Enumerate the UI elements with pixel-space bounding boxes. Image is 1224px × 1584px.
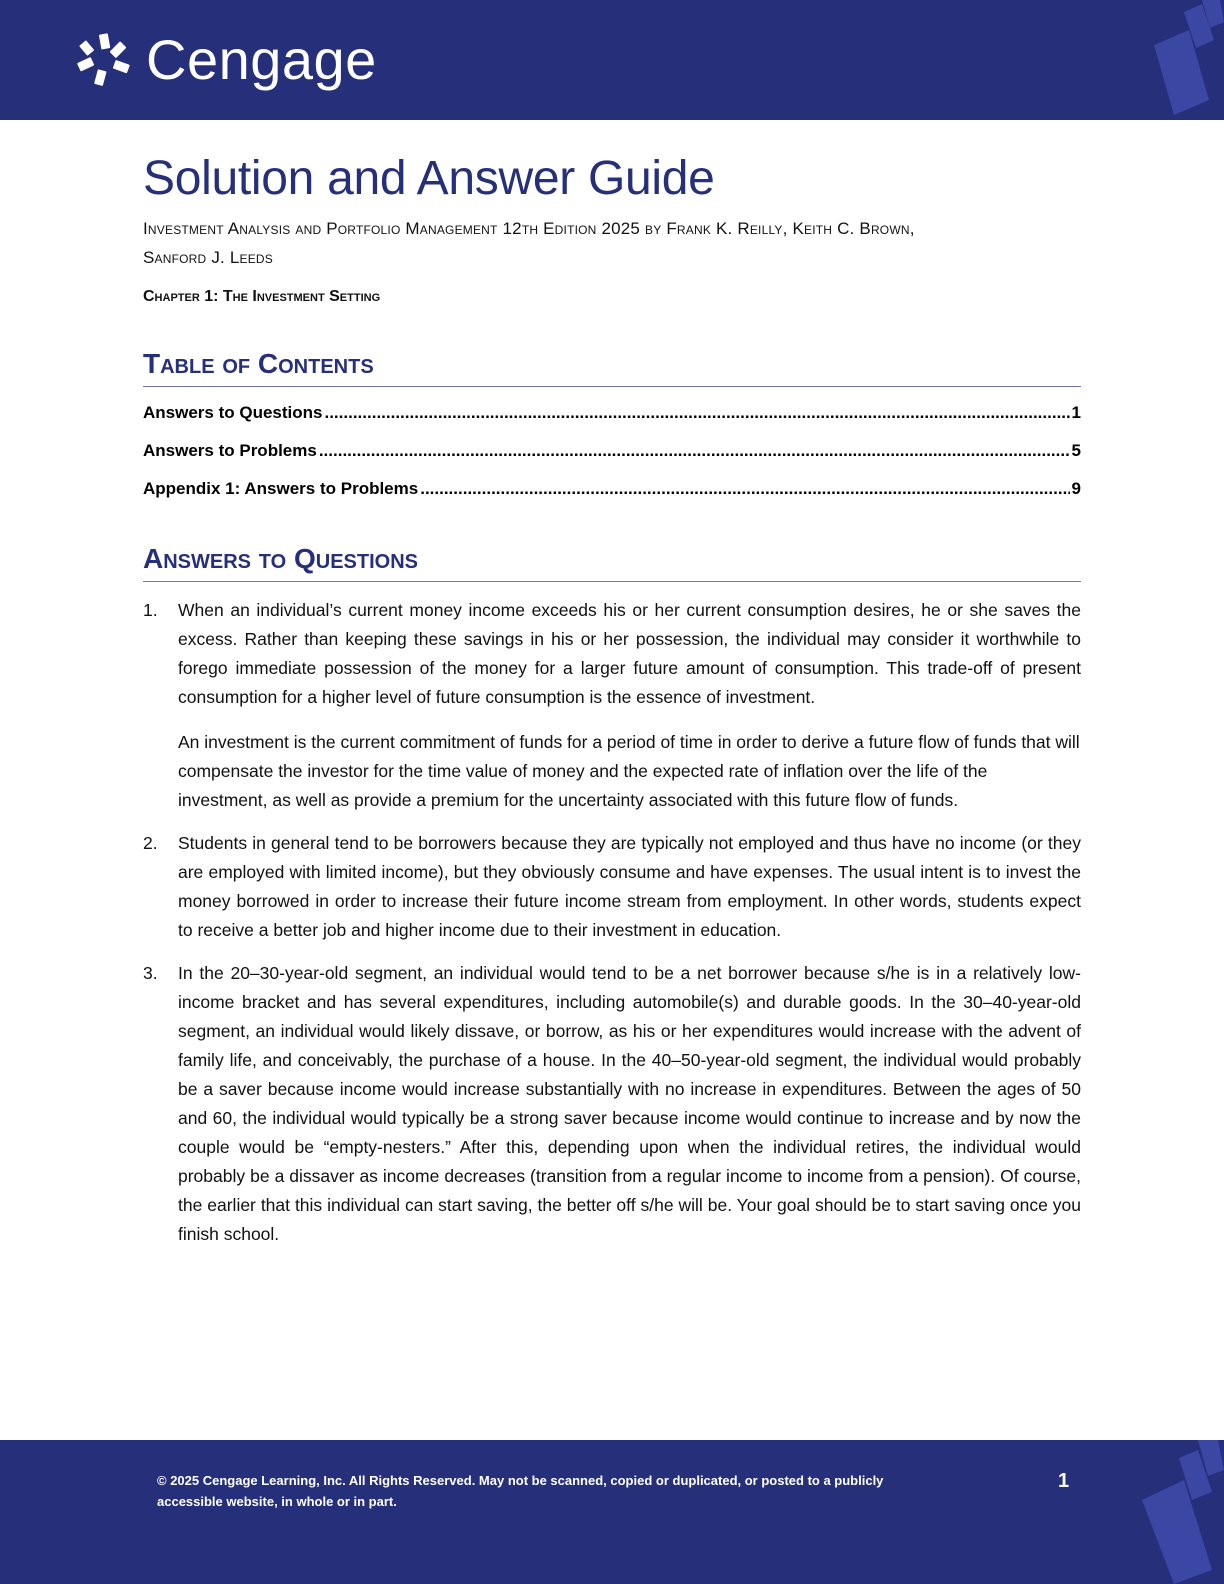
cengage-logo bbox=[74, 30, 377, 90]
toc-leader-dots bbox=[319, 439, 1070, 463]
toc-item-page: 5 bbox=[1071, 441, 1081, 460]
page-title: Solution and Answer Guide bbox=[143, 152, 715, 205]
toc-item-page: 1 bbox=[1071, 403, 1081, 422]
page-number: 1 bbox=[1058, 1470, 1070, 1492]
toc-item-label: Appendix 1: Answers to Problems bbox=[143, 479, 419, 498]
table-of-contents bbox=[143, 401, 1081, 515]
cengage-logo-mark-icon bbox=[74, 30, 134, 90]
answers-heading: Answers to Questions bbox=[143, 543, 1081, 582]
chapter-title: Chapter 1: The Investment Setting bbox=[143, 288, 381, 305]
answer-number: 3. bbox=[143, 963, 158, 983]
page-header bbox=[0, 0, 1224, 120]
answer-paragraph: Students in general tend to be borrowers because they are typically not employed and thus have no income (or they are employed with limited income), but they obviously consume and have expenses. The usual intent is to invest the money borrowed in order to increase their future income stream from employment. In other words, students expect to receive a better job and higher income due to their investment in education. bbox=[178, 833, 1081, 940]
book-subtitle bbox=[143, 214, 1081, 272]
decorative-corner-shapes-icon bbox=[1134, 1440, 1224, 1584]
toc-item-appendix-1[interactable] bbox=[143, 477, 1081, 515]
answers-list bbox=[143, 596, 1081, 1249]
toc-item-label: Answers to Problems bbox=[143, 441, 317, 460]
toc-item-answers-to-questions[interactable] bbox=[143, 401, 1081, 439]
answer-paragraph: When an individual’s current money income exceeds his or her current consumption desires, he or she saves the excess. Rather than keeping these savings in his or her possession, the individual may consider it worthwhile to forego immediate possession of the money for a larger future amount of consumption. This trade-off of present consumption for a higher level of future consumption is the essence of investment. bbox=[178, 600, 1081, 707]
toc-item-answers-to-problems[interactable] bbox=[143, 439, 1081, 477]
copyright-line-2: accessible website, in whole or in part. bbox=[157, 1494, 397, 1509]
subtitle-line-2: Sanford J. Leeds bbox=[143, 248, 274, 267]
toc-leader-dots bbox=[324, 401, 1069, 425]
answer-number: 1. bbox=[143, 600, 158, 620]
toc-item-label: Answers to Questions bbox=[143, 403, 323, 422]
answer-number: 2. bbox=[143, 833, 158, 853]
decorative-corner-shapes-icon bbox=[1134, 0, 1224, 120]
answer-paragraph: In the 20–30-year-old segment, an individual would tend to be a net borrower because s/he is in a relatively low-income bracket and has several expenditures, including automobile(s) and durable goods. In the 30–40-year-old segment, an individual would likely dissave, or borrow, as his or her expenditures would increase with the advent of family life, and conceivably, the purchase of a house. In the 40–50-year-old segment, the individual would probably be a saver because income would increase substantially with no increase in expenditures. Between the ages of 50 and 60, the individual would typically be a strong saver because income would continue to increase and by now the couple would be “empty-nesters.” After this, depending upon when the individual retires, the individual would probably be a dissaver as income decreases (transition from a regular income to income from a pension). Of course, the earlier that this individual can start saving, the better off s/he will be. Your goal should be to start saving once you finish school. bbox=[178, 963, 1081, 1244]
toc-leader-dots bbox=[420, 477, 1069, 501]
toc-heading: Table of Contents bbox=[143, 348, 1081, 387]
copyright-notice bbox=[157, 1470, 957, 1512]
toc-item-page: 9 bbox=[1071, 479, 1081, 498]
copyright-line-1: © 2025 Cengage Learning, Inc. All Rights Reserved. May not be scanned, copied or duplicated, or posted to a publicly bbox=[157, 1473, 884, 1488]
answer-item bbox=[143, 596, 1081, 815]
answer-item bbox=[143, 959, 1081, 1249]
answer-paragraph: An investment is the current commitment of funds for a period of time in order to derive a future flow of funds that will compensate the investor for the time value of money and the expected rate of inflation over the life of the investment, as well as provide a premium for the uncertainty associated with this future flow of funds. bbox=[178, 732, 1080, 810]
page-footer bbox=[0, 1440, 1224, 1584]
page-content bbox=[143, 150, 1081, 1263]
subtitle-line-1: Investment Analysis and Portfolio Management 12th Edition 2025 by Frank K. Reilly, Keith C. Brown, bbox=[143, 219, 915, 238]
logo-wordmark: Cengage bbox=[146, 28, 377, 91]
answer-item bbox=[143, 829, 1081, 945]
